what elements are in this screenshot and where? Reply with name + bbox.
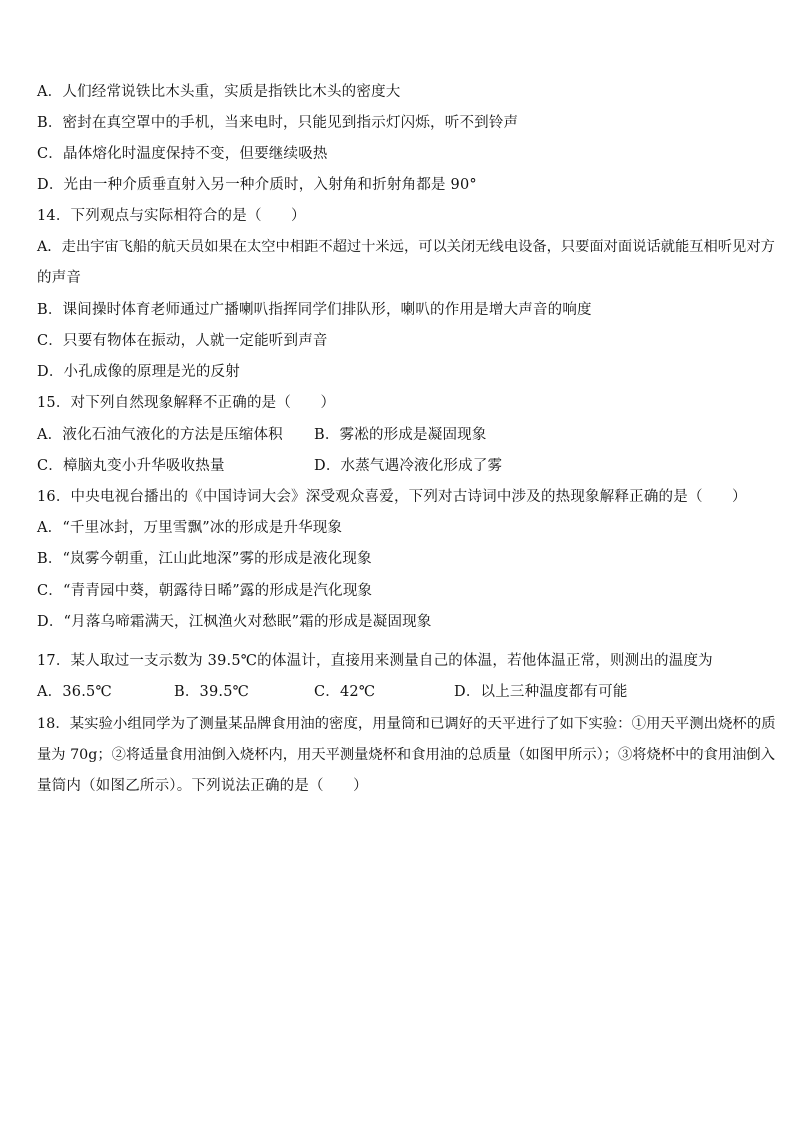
- q16-option-a: A．“千里冰封，万里雪飘”冰的形成是升华现象: [37, 520, 343, 536]
- q15-stem: 15．对下列自然现象解释不正确的是（ ）: [37, 395, 336, 411]
- q16-option-c: C．“青青园中葵，朝露待日晞”露的形成是汽化现象: [37, 583, 373, 599]
- q14-option-c: C．只要有物体在振动，人就一定能听到声音: [37, 333, 328, 349]
- q14-option-a-line1: A．走出宇宙飞船的航天员如果在太空中相距不超过十米远，可以关闭无线电设备，只要面对面说话就能互相听见对方: [37, 239, 775, 255]
- q14-option-b: B．课间操时体育老师通过广播喇叭指挥同学们排队形，喇叭的作用是增大声音的响度: [37, 302, 592, 318]
- q16-stem: 16．中央电视台播出的《中国诗词大会》深受观众喜爱，下列对古诗词中涉及的热现象解释正确的是（ ）: [37, 489, 747, 505]
- q17-option-c: C．42℃: [314, 684, 376, 700]
- q13-option-c: C．晶体熔化时温度保持不变，但要继续吸热: [37, 146, 328, 162]
- q17-stem: 17．某人取过一支示数为 39.5℃的体温计，直接用来测量自己的体温，若他体温正常，则测出的温度为: [37, 653, 713, 669]
- q16-option-b: B．“岚雾今朝重，江山此地深”雾的形成是液化现象: [37, 551, 372, 567]
- q13-option-d: D．光由一种介质垂直射入另一种介质时，入射角和折射角都是 90°: [37, 177, 477, 193]
- q17-option-b: B．39.5℃: [174, 684, 250, 700]
- q15-option-b: B．雾凇的形成是凝固现象: [314, 427, 487, 443]
- q14-option-d: D．小孔成像的原理是光的反射: [37, 364, 240, 380]
- q17-option-d: D．以上三种温度都有可能: [454, 684, 628, 700]
- q16-option-d: D．“月落乌啼霜满天，江枫渔火对愁眠”霜的形成是凝固现象: [37, 614, 432, 630]
- q18-stem-line1: 18．某实验小组同学为了测量某品牌食用油的密度，用量筒和已调好的天平进行了如下实验：①用天平测出烧杯的质: [37, 716, 776, 732]
- q15-option-a: A．液化石油气液化的方法是压缩体积: [37, 427, 283, 443]
- q13-option-a: A．人们经常说铁比木头重，实质是指铁比木头的密度大: [37, 84, 401, 100]
- q13-option-b: B．密封在真空罩中的手机，当来电时，只能见到指示灯闪烁，听不到铃声: [37, 115, 519, 131]
- q18-stem-line3: 量筒内（如图乙所示）。下列说法正确的是（ ）: [37, 778, 368, 794]
- q14-stem: 14．下列观点与实际相符合的是（ ）: [37, 208, 306, 224]
- q17-option-a: A．36.5℃: [37, 684, 112, 700]
- q15-option-d: D．水蒸气遇冷液化形成了雾: [314, 458, 503, 474]
- q14-option-a-line2: 的声音: [37, 270, 82, 286]
- q18-stem-line2: 量为 70g；②将适量食用油倒入烧杯内，用天平测量烧杯和食用油的总质量（如图甲所示）；③将烧杯中的食用油倒入: [37, 747, 775, 763]
- q15-option-c: C．樟脑丸变小升华吸收热量: [37, 458, 225, 474]
